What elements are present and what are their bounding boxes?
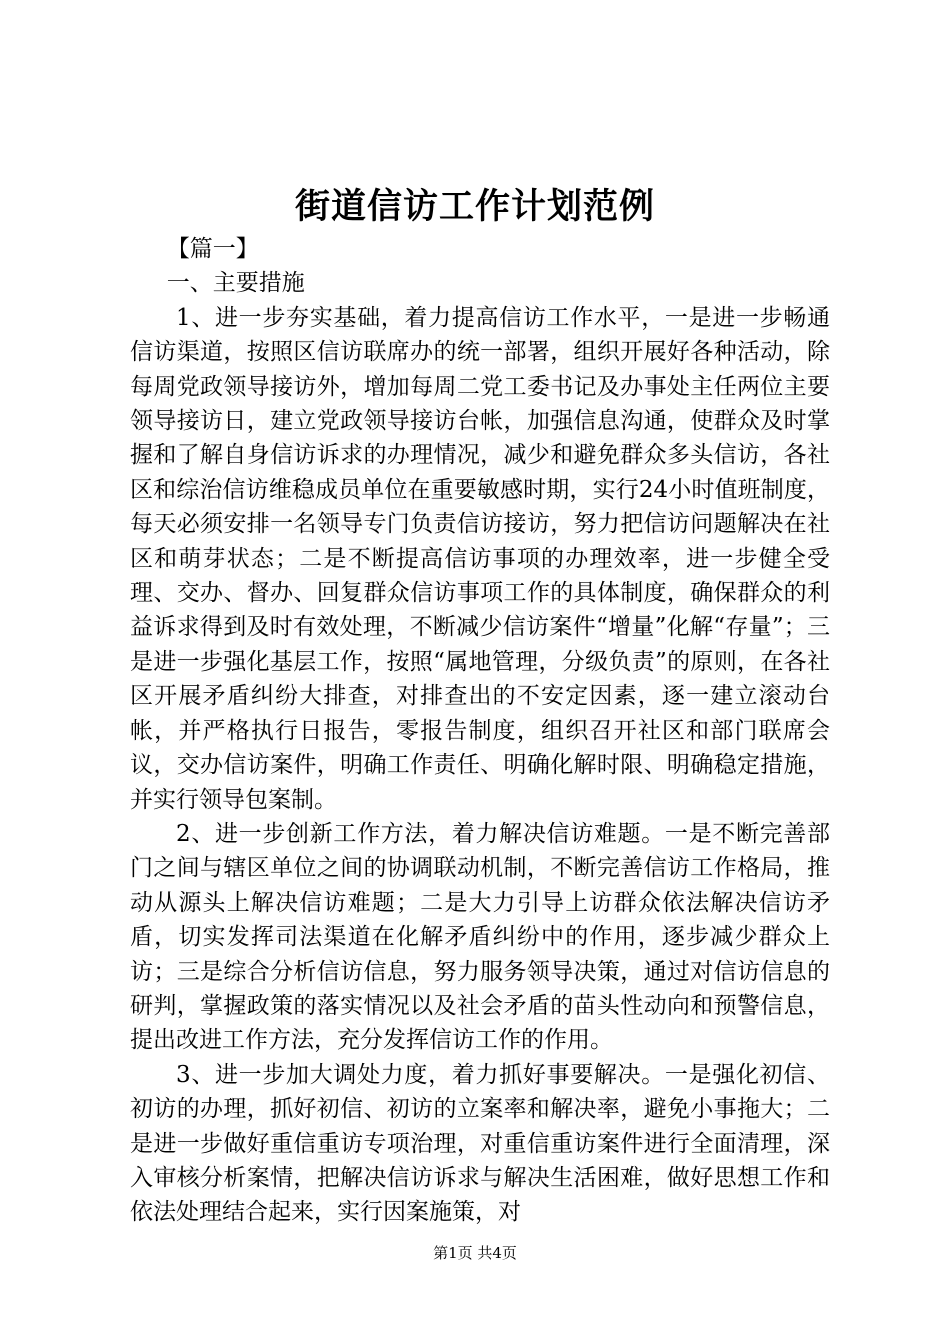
paragraph-3: 3、进一步加大调处力度，着力抓好事要解决。一是强化初信、初访的办理，抓好初信、初访的立案率和解决率，避免小事拖大；二是进一步做好重信重访专项治理，对重信重访案件进行全面清理，深入审核分析案情，把解决信访诉求与解决生活困难，做好思想工作和依法处理结合起来，实行因案施策，对 — [130, 1061, 830, 1226]
document-title: 街道信访工作计划范例 — [294, 186, 655, 227]
paragraph-1: 1、进一步夯实基础，着力提高信访工作水平，一是进一步畅通信访渠道，按照区信访联席办的统一部署，组织开展好各种活动，除每周党政领导接访外，增加每周二党工委书记及办事处主任两位主要领导接访日，建立党政领导接访台帐，加强信息沟通，使群众及时掌握和了解自身信访诉求的办理情况，减少和避免群众多头信访，各社区和综治信访维稳成员单位在重要敏感时期，实行24小时值班制度，每天必须安排一名领导专门负责信访接访，努力把信访问题解决在社区和萌芽状态；二是不断提高信访事项的办理效率，进一步健全受理、交办、督办、回复群众信访事项工作的具体制度，确保群众的利益诉求得到及时有效处理，不断减少信访案件“增量”化解“存量”；三是进一步强化基层工作，按照“属地管理，分级负责”的原则，在各社区开展矛盾纠纷大排查，对排查出的不安定因素，逐一建立滚动台帐，并严格执行日报告，零报告制度，组织召开社区和部门联席会议，交办信访案件，明确工作责任、明确化解时限、明确稳定措施，并实行领导包案制。 — [130, 304, 830, 813]
heading-main-measures: 一、主要措施 — [166, 270, 305, 297]
page-number-footer: 第1页 共4页 — [433, 1244, 517, 1262]
paragraph-2: 2、进一步创新工作方法，着力解决信访难题。一是不断完善部门之间与辖区单位之间的协调联动机制，不断完善信访工作格局，推动从源头上解决信访难题；二是大力引导上访群众依法解决信访矛盾，切实发挥司法渠道在化解矛盾纠纷中的作用，逐步减少群众上访；三是综合分析信访信息，努力服务领导决策，通过对信访信息的研判，掌握政策的落实情况以及社会矛盾的苗头性动向和预警信息，提出改进工作方法，充分发挥信访工作的作用。 — [130, 820, 830, 1054]
section-label: 【篇一】 — [166, 236, 259, 262]
document-body — [130, 232, 830, 1230]
